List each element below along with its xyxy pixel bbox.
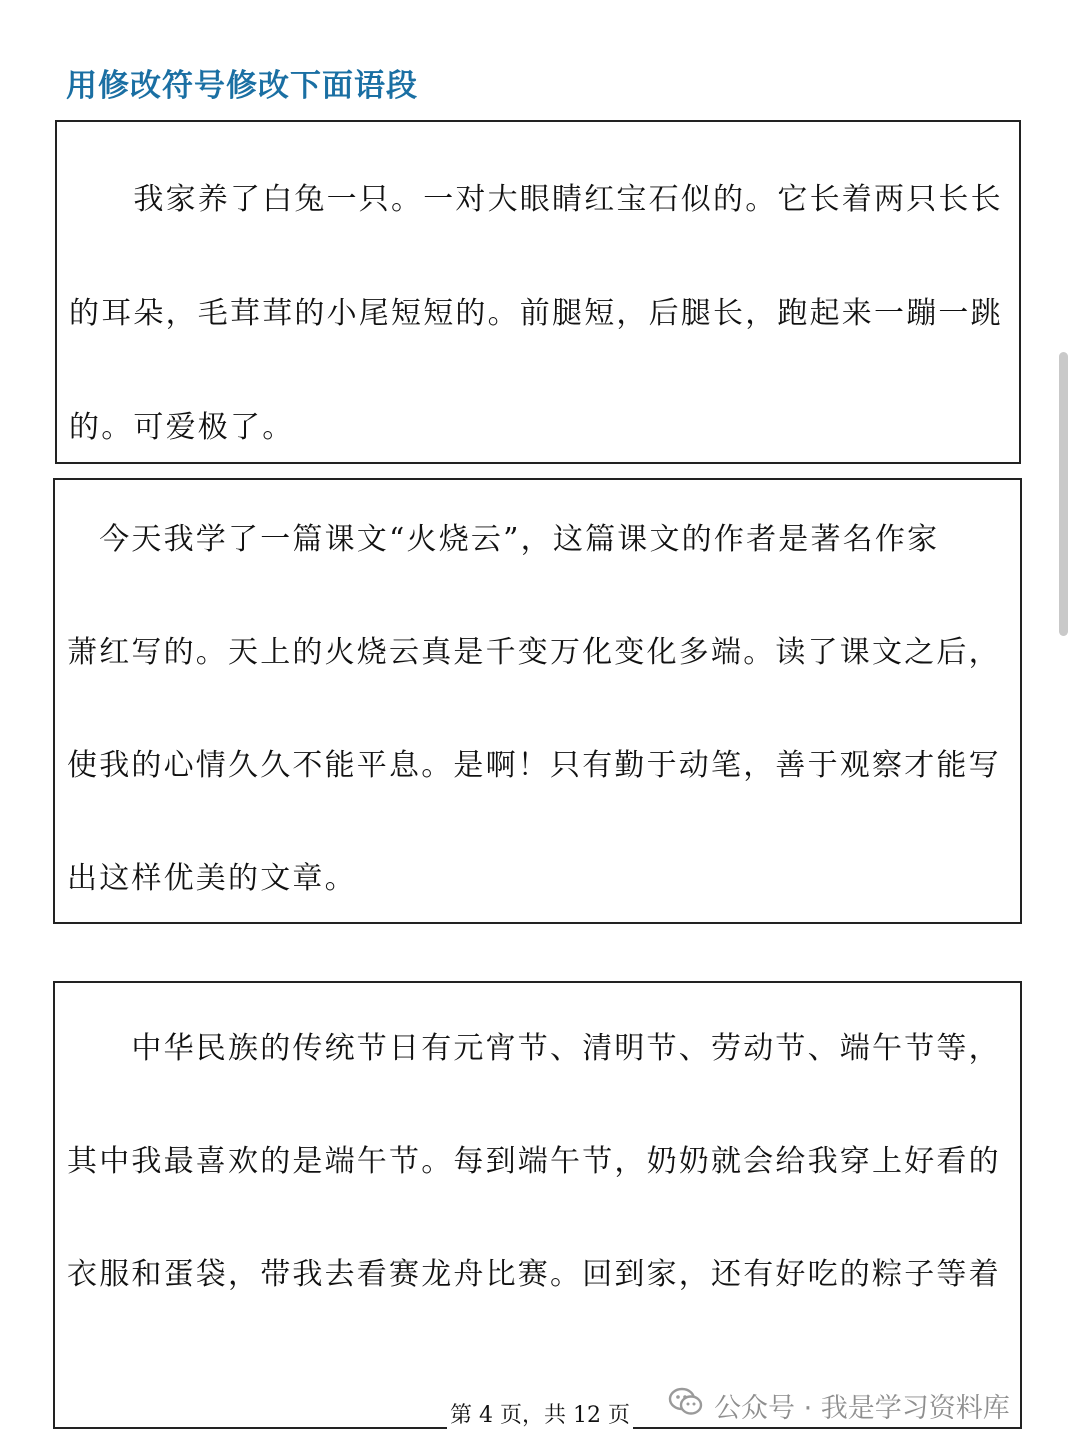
page-number: 第 4 页，共 12 页 — [447, 1398, 633, 1429]
passage-box-3 — [53, 981, 1022, 1429]
watermark — [668, 1386, 1010, 1425]
scrollbar[interactable] — [1059, 352, 1068, 636]
passage-line: 今天我学了一篇课文“火烧云”，这篇课文的作者是著名作家 — [67, 522, 940, 557]
passage-line: 的耳朵，毛茸茸的小尾短短的。前腿短，后腿长，跑起来一蹦一跳 — [69, 296, 1003, 331]
passage-line: 萧红写的。天上的火烧云真是千变万化变化多端。读了课文之后， — [67, 635, 1001, 670]
passage-line: 出这样优美的文章。 — [67, 861, 357, 896]
page-heading: 用修改符号修改下面语段 — [66, 68, 418, 104]
watermark-text: 公众号 · 我是学习资料库 — [714, 1393, 1010, 1424]
passage-line: 的。可爱极了。 — [69, 410, 295, 445]
passage-line: 衣服和蛋袋，带我去看赛龙舟比赛。回到家，还有好吃的粽子等着 — [67, 1257, 1001, 1292]
passage-line: 中华民族的传统节日有元宵节、清明节、劳动节、端午节等， — [67, 1031, 1001, 1066]
passage-line: 我家养了白兔一只。一对大眼睛红宝石似的。它长着两只长长 — [69, 182, 1003, 217]
passage-line: 其中我最喜欢的是端午节。每到端午节，奶奶就会给我穿上好看的 — [67, 1144, 1001, 1179]
wechat-icon — [668, 1386, 704, 1425]
passage-line: 使我的心情久久不能平息。是啊！只有勤于动笔，善于观察才能写 — [67, 748, 1001, 783]
passage-box-1 — [55, 120, 1021, 464]
passage-box-2 — [53, 478, 1022, 924]
